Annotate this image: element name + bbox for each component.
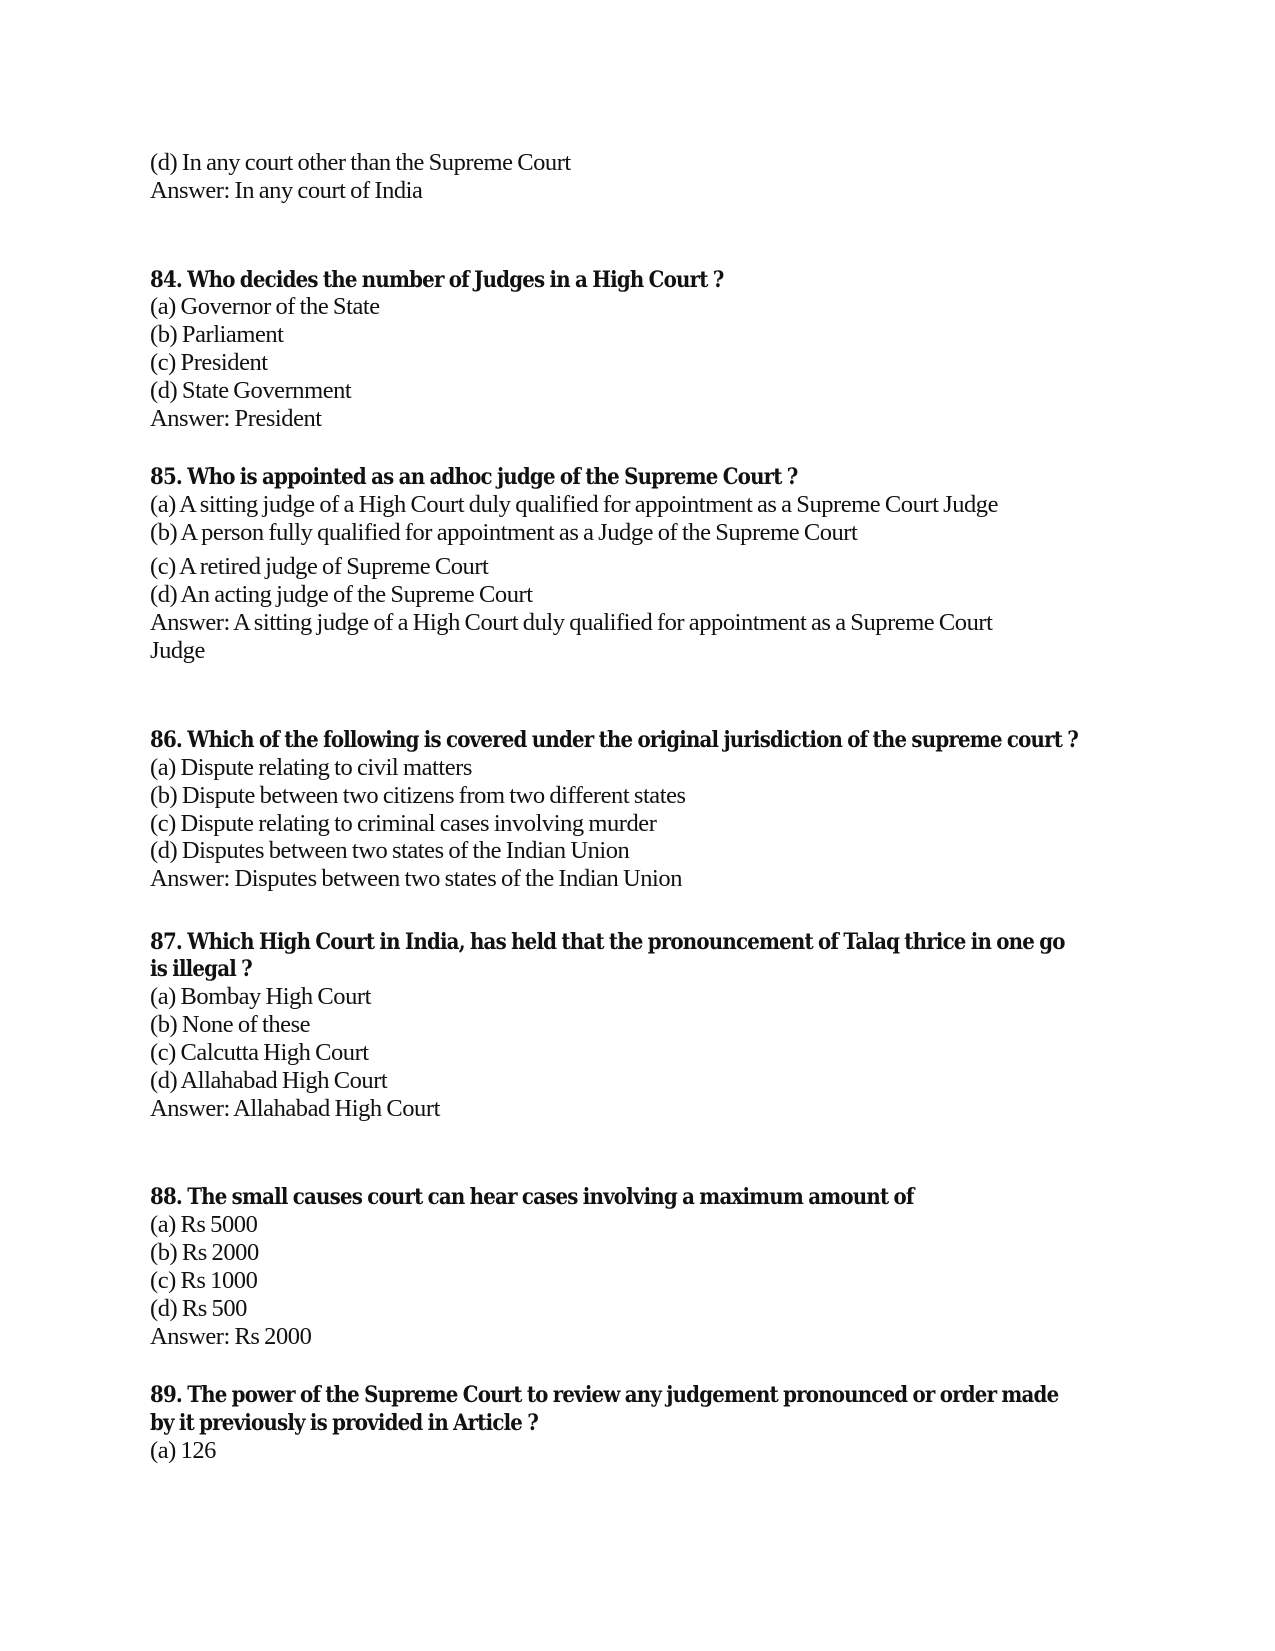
option-a: (a) Dispute relating to civil matters: [150, 754, 472, 781]
option-c: (c) Dispute relating to criminal cases involving murder: [150, 810, 657, 837]
option-a: (a) Bombay High Court: [150, 983, 371, 1010]
option-d: (d) Rs 500: [150, 1295, 247, 1322]
question-text-continued: is illegal ?: [150, 956, 252, 982]
answer-line: Answer: Disputes between two states of the Indian Union: [150, 865, 682, 892]
answer-line: Answer: President: [150, 405, 322, 432]
option-a: (a) Rs 5000: [150, 1211, 258, 1238]
question-text: 87. Which High Court in India, has held that the pronouncement of Talaq thrice in one go: [150, 929, 1065, 955]
option-a: (a) A sitting judge of a High Court duly qualified for appointment as a Supreme Court Judge: [150, 491, 999, 518]
option-d: (d) An acting judge of the Supreme Court: [150, 581, 533, 608]
option-b: (b) A person fully qualified for appointment as a Judge of the Supreme Court: [150, 519, 858, 546]
answer-line: Answer: Allahabad High Court: [150, 1095, 440, 1122]
question-text-continued: by it previously is provided in Article ?: [150, 1410, 539, 1436]
option-a: (a) Governor of the State: [150, 293, 380, 320]
option-c: (c) President: [150, 349, 268, 376]
option-c: (c) Rs 1000: [150, 1267, 258, 1294]
question-text: 89. The power of the Supreme Court to review any judgement pronounced or order made: [150, 1382, 1059, 1408]
option-b: (b) Rs 2000: [150, 1239, 259, 1266]
option-a: (a) 126: [150, 1437, 216, 1464]
option-line: (d) In any court other than the Supreme Court: [150, 149, 571, 176]
option-c: (c) Calcutta High Court: [150, 1039, 369, 1066]
answer-line: Answer: A sitting judge of a High Court duly qualified for appointment as a Supreme Court: [150, 609, 993, 636]
option-d: (d) Allahabad High Court: [150, 1067, 388, 1094]
question-text: 86. Which of the following is covered under the original jurisdiction of the supreme court ?: [150, 727, 1079, 753]
answer-line-continued: Judge: [150, 637, 205, 664]
option-c: (c) A retired judge of Supreme Court: [150, 553, 489, 580]
option-d: (d) Disputes between two states of the Indian Union: [150, 837, 630, 864]
answer-line: Answer: In any court of India: [150, 177, 423, 204]
option-d: (d) State Government: [150, 377, 352, 404]
question-text: 88. The small causes court can hear cases involving a maximum amount of: [150, 1184, 914, 1210]
answer-line: Answer: Rs 2000: [150, 1323, 312, 1350]
question-text: 85. Who is appointed as an adhoc judge of the Supreme Court ?: [150, 464, 798, 490]
option-b: (b) None of these: [150, 1011, 311, 1038]
question-text: 84. Who decides the number of Judges in a High Court ?: [150, 267, 724, 293]
option-b: (b) Parliament: [150, 321, 284, 348]
option-b: (b) Dispute between two citizens from two different states: [150, 782, 686, 809]
